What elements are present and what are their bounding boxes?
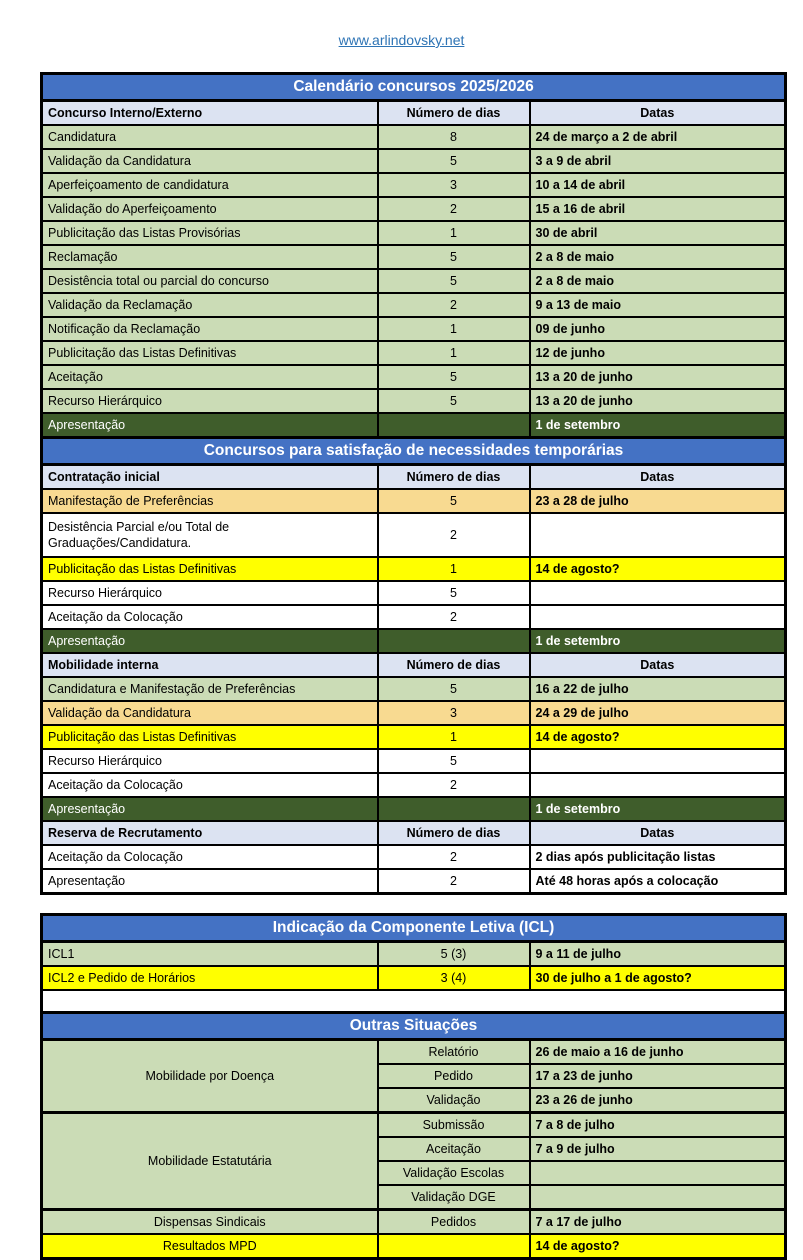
row-dates: 1 de setembro — [530, 413, 786, 438]
row-dates: 24 de março a 2 de abril — [530, 125, 786, 149]
row-dates: 23 a 28 de julho — [530, 489, 786, 513]
row-step: Validação DGE — [378, 1185, 530, 1210]
row-dates: 1 de setembro — [530, 797, 786, 821]
column-header-mobilidade: Mobilidade interna — [42, 653, 378, 677]
row-dates — [530, 1185, 786, 1210]
row-label: Notificação da Reclamação — [42, 317, 378, 341]
row-dates: 3 a 9 de abril — [530, 149, 786, 173]
column-header-dias: Número de dias — [378, 821, 530, 845]
row-label: Validação da Candidatura — [42, 149, 378, 173]
row-days: 5 — [378, 581, 530, 605]
calendar-table — [40, 72, 787, 895]
row-days — [378, 413, 530, 438]
row-step: Pedido — [378, 1064, 530, 1088]
row-label: Aperfeiçoamento de candidatura — [42, 173, 378, 197]
table-row — [42, 197, 786, 221]
row-dates: 7 a 17 de julho — [530, 1210, 786, 1235]
table-row — [42, 245, 786, 269]
group-label: Mobilidade por Doença — [42, 1040, 378, 1113]
row-days: 2 — [378, 513, 530, 557]
row-label: Validação da Candidatura — [42, 701, 378, 725]
row-dates — [530, 773, 786, 797]
row-days: 1 — [378, 725, 530, 749]
row-label: Reclamação — [42, 245, 378, 269]
table-row — [42, 341, 786, 365]
row-dates: 10 a 14 de abril — [530, 173, 786, 197]
table-row — [42, 869, 786, 894]
row-dates: 2 dias após publicitação listas — [530, 845, 786, 869]
table-row — [42, 915, 786, 942]
table-row — [42, 413, 786, 438]
row-step — [378, 1234, 530, 1259]
row-dates: 30 de julho a 1 de agosto? — [530, 966, 786, 990]
row-label: Manifestação de Preferências — [42, 489, 378, 513]
page-header — [0, 0, 803, 50]
table-row — [42, 1040, 786, 1065]
table-row — [42, 845, 786, 869]
row-label: Dispensas Sindicais — [42, 1210, 378, 1235]
row-dates: 7 a 8 de julho — [530, 1113, 786, 1138]
row-label: ICL2 e Pedido de Horários — [42, 966, 378, 990]
row-label: Publicitação das Listas Definitivas — [42, 557, 378, 581]
row-dates: 2 a 8 de maio — [530, 269, 786, 293]
row-days: 1 — [378, 221, 530, 245]
table-row — [42, 149, 786, 173]
table-row — [42, 489, 786, 513]
row-label: Desistência Parcial e/ou Total de Graduações/Candidatura. — [42, 513, 378, 557]
row-step: Validação Escolas — [378, 1161, 530, 1185]
row-days: 5 — [378, 269, 530, 293]
column-header-datas: Datas — [530, 653, 786, 677]
section-title: Indicação da Componente Letiva (ICL) — [42, 915, 786, 942]
row-dates: 13 a 20 de junho — [530, 389, 786, 413]
row-label: Apresentação — [42, 797, 378, 821]
row-dates: Até 48 horas após a colocação — [530, 869, 786, 894]
row-dates: 24 a 29 de julho — [530, 701, 786, 725]
row-label: ICL1 — [42, 942, 378, 967]
row-dates — [530, 1161, 786, 1185]
row-label: Aceitação da Colocação — [42, 845, 378, 869]
row-days: 8 — [378, 125, 530, 149]
row-dates: 2 a 8 de maio — [530, 245, 786, 269]
row-dates: 1 de setembro — [530, 629, 786, 653]
row-label: Recurso Hierárquico — [42, 389, 378, 413]
row-dates: 14 de agosto? — [530, 1234, 786, 1259]
row-label: Recurso Hierárquico — [42, 581, 378, 605]
row-step: Submissão — [378, 1113, 530, 1138]
row-label: Recurso Hierárquico — [42, 749, 378, 773]
spacer-row — [42, 990, 786, 1013]
row-days: 5 — [378, 489, 530, 513]
row-dates: 30 de abril — [530, 221, 786, 245]
row-days: 1 — [378, 317, 530, 341]
row-days: 2 — [378, 869, 530, 894]
row-days: 3 — [378, 173, 530, 197]
row-step: Aceitação — [378, 1137, 530, 1161]
row-dates: 26 de maio a 16 de junho — [530, 1040, 786, 1065]
row-days: 2 — [378, 293, 530, 317]
table-row — [42, 629, 786, 653]
column-header-contratacao: Contratação inicial — [42, 465, 378, 490]
row-days: 5 — [378, 365, 530, 389]
row-label: Resultados MPD — [42, 1234, 378, 1259]
row-dates — [530, 605, 786, 629]
column-header-dias: Número de dias — [378, 653, 530, 677]
row-label: Aceitação — [42, 365, 378, 389]
table-row — [42, 1234, 786, 1259]
row-days: 2 — [378, 773, 530, 797]
row-days: 5 — [378, 749, 530, 773]
table-row — [42, 317, 786, 341]
table-row — [42, 557, 786, 581]
row-dates: 15 a 16 de abril — [530, 197, 786, 221]
row-label: Candidatura e Manifestação de Preferências — [42, 677, 378, 701]
row-days — [378, 629, 530, 653]
icl-outras-table — [40, 913, 787, 1260]
section-title: Calendário concursos 2025/2026 — [42, 74, 786, 101]
row-dates: 14 de agosto? — [530, 557, 786, 581]
row-label: Aceitação da Colocação — [42, 605, 378, 629]
table-row — [42, 1113, 786, 1138]
row-days — [378, 797, 530, 821]
table-row — [42, 966, 786, 990]
section-title: Outras Situações — [42, 1013, 786, 1040]
row-days: 1 — [378, 557, 530, 581]
row-days: 5 — [378, 677, 530, 701]
table-row — [42, 581, 786, 605]
table-row — [42, 1210, 786, 1235]
row-dates: 7 a 9 de julho — [530, 1137, 786, 1161]
column-header-concurso: Concurso Interno/Externo — [42, 101, 378, 126]
row-label: Aceitação da Colocação — [42, 773, 378, 797]
row-days: 5 (3) — [378, 942, 530, 967]
table-gap — [0, 895, 803, 913]
table-row — [42, 465, 786, 490]
row-dates: 16 a 22 de julho — [530, 677, 786, 701]
table-row — [42, 749, 786, 773]
row-dates — [530, 513, 786, 557]
row-dates — [530, 581, 786, 605]
row-step: Validação — [378, 1088, 530, 1113]
row-label: Publicitação das Listas Definitivas — [42, 725, 378, 749]
section-title: Concursos para satisfação de necessidades temporárias — [42, 438, 786, 465]
row-days: 5 — [378, 245, 530, 269]
table-row — [42, 365, 786, 389]
table-row — [42, 221, 786, 245]
row-label: Desistência total ou parcial do concurso — [42, 269, 378, 293]
column-header-dias: Número de dias — [378, 101, 530, 126]
table-row — [42, 1013, 786, 1040]
row-dates: 12 de junho — [530, 341, 786, 365]
row-label: Apresentação — [42, 629, 378, 653]
row-days: 5 — [378, 389, 530, 413]
row-days: 2 — [378, 197, 530, 221]
row-dates: 17 a 23 de junho — [530, 1064, 786, 1088]
table-row — [42, 101, 786, 126]
row-label: Apresentação — [42, 413, 378, 438]
row-days: 2 — [378, 605, 530, 629]
column-header-datas: Datas — [530, 821, 786, 845]
group-label: Mobilidade Estatutária — [42, 1113, 378, 1210]
column-header-datas: Datas — [530, 465, 786, 490]
table-row — [42, 293, 786, 317]
row-dates: 9 a 13 de maio — [530, 293, 786, 317]
row-dates: 14 de agosto? — [530, 725, 786, 749]
table-row — [42, 269, 786, 293]
table-row — [42, 605, 786, 629]
row-days: 3 (4) — [378, 966, 530, 990]
column-header-dias: Número de dias — [378, 465, 530, 490]
row-label: Validação da Reclamação — [42, 293, 378, 317]
table-row — [42, 942, 786, 967]
table-row — [42, 173, 786, 197]
row-label: Candidatura — [42, 125, 378, 149]
row-label: Publicitação das Listas Provisórias — [42, 221, 378, 245]
row-days: 1 — [378, 341, 530, 365]
row-dates: 13 a 20 de junho — [530, 365, 786, 389]
row-step: Relatório — [378, 1040, 530, 1065]
row-dates: 9 a 11 de julho — [530, 942, 786, 967]
row-dates: 23 a 26 de junho — [530, 1088, 786, 1113]
table-row — [42, 438, 786, 465]
row-dates — [530, 749, 786, 773]
row-dates: 09 de junho — [530, 317, 786, 341]
website-link[interactable]: www.arlindovsky.net — [338, 32, 465, 48]
table-row — [42, 513, 786, 557]
table-row — [42, 125, 786, 149]
row-days: 2 — [378, 845, 530, 869]
table-row — [42, 773, 786, 797]
column-header-datas: Datas — [530, 101, 786, 126]
table-row — [42, 653, 786, 677]
row-days: 5 — [378, 149, 530, 173]
row-label: Publicitação das Listas Definitivas — [42, 341, 378, 365]
table-row — [42, 389, 786, 413]
row-days: 3 — [378, 701, 530, 725]
table-row — [42, 725, 786, 749]
table-row — [42, 677, 786, 701]
row-step: Pedidos — [378, 1210, 530, 1235]
row-label: Validação do Aperfeiçoamento — [42, 197, 378, 221]
row-label: Apresentação — [42, 869, 378, 894]
table-row — [42, 797, 786, 821]
column-header-reserva: Reserva de Recrutamento — [42, 821, 378, 845]
table-row — [42, 821, 786, 845]
table-row — [42, 74, 786, 101]
table-row — [42, 701, 786, 725]
